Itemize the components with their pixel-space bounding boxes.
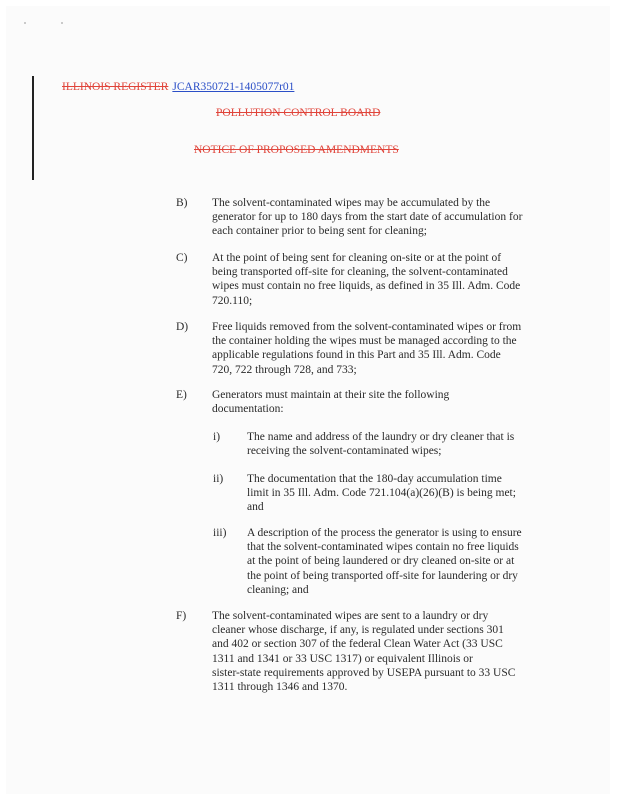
scan-speck	[24, 22, 26, 24]
text-line: limit in 35 Ill. Adm. Code 721.104(a)(26)(B) is being met;	[247, 487, 516, 500]
item-text	[212, 609, 546, 694]
text-line: applicable regulations found in this Part and 35 Ill. Adm. Code	[212, 349, 501, 362]
register-title-struck: ILLINOIS REGISTER	[62, 81, 169, 93]
text-line: that the solvent-contaminated wipes contain no free liquids	[247, 541, 519, 554]
text-line: A description of the process the generator is using to ensure	[247, 527, 522, 539]
text-line: 720.110;	[212, 294, 253, 307]
text-line: The solvent-contaminated wipes may be accumulated by the	[212, 197, 491, 209]
text-line: generator for up to 180 days from the start date of accumulation for	[212, 211, 523, 224]
scan-speck	[61, 22, 63, 24]
subitem-text	[247, 472, 546, 515]
text-line: cleaning; and	[247, 583, 309, 596]
item-text	[212, 251, 546, 308]
text-line: being transported off-site for cleaning, the solvent-contaminated	[212, 266, 508, 279]
text-line: sister-state requirements approved by USEPA pursuant to 33 USC	[212, 666, 516, 679]
text-line: and	[247, 501, 264, 514]
board-header-struck: POLLUTION CONTROL BOARD	[216, 107, 381, 119]
item-marker: B)	[176, 197, 188, 209]
item-text	[212, 388, 546, 416]
text-line: each container prior to being sent for cleaning;	[212, 225, 427, 238]
text-line: The name and address of the laundry or dry cleaner that is	[247, 431, 515, 443]
item-marker: F)	[176, 610, 187, 622]
text-line: the container holding the wipes must be managed according to the	[212, 335, 517, 348]
text-line: Free liquids removed from the solvent-contaminated wipes or from	[212, 321, 522, 333]
change-bar	[32, 76, 34, 180]
text-line: receiving the solvent-contaminated wipes;	[247, 445, 442, 458]
text-line: cleaner whose discharge, if any, is regulated under sections 301	[212, 624, 504, 637]
text-line: at the point of being laundered or dry cleaned on-site or at	[247, 555, 515, 568]
subitem-marker: ii)	[213, 473, 224, 485]
text-line: documentation:	[212, 403, 284, 416]
item-marker: C)	[176, 252, 188, 264]
register-header	[62, 80, 294, 94]
subitem-marker: iii)	[213, 527, 227, 539]
jcar-reference-inserted: JCAR350721-1405077r01	[172, 81, 295, 93]
text-line: and 402 or section 307 of the federal Clean Water Act (33 USC	[212, 638, 503, 651]
text-line: At the point of being sent for cleaning on-site or at the point of	[212, 252, 502, 264]
text-line: 1311 through 1346 and 1370.	[212, 681, 348, 694]
item-text	[212, 320, 546, 377]
subitem-text	[247, 430, 546, 458]
subitem-marker: i)	[213, 431, 221, 443]
text-line: The documentation that the 180-day accumulation time	[247, 473, 502, 485]
document-page	[6, 6, 610, 794]
text-line: 1311 and 1341 or 33 USC 1317) or equivalent Illinois or	[212, 652, 473, 665]
notice-header-struck: NOTICE OF PROPOSED AMENDMENTS	[194, 144, 399, 156]
item-text	[212, 196, 546, 239]
subitem-text	[247, 526, 546, 597]
item-marker: D)	[176, 321, 189, 333]
text-line: 720, 722 through 728, and 733;	[212, 363, 357, 376]
item-marker: E)	[176, 389, 187, 401]
text-line: The solvent-contaminated wipes are sent to a laundry or dry	[212, 610, 489, 622]
text-line: Generators must maintain at their site the following	[212, 389, 450, 401]
text-line: wipes must contain no free liquids, as defined in 35 Ill. Adm. Code	[212, 280, 521, 293]
text-line: the point of being transported off-site for laundering or dry	[247, 569, 518, 582]
